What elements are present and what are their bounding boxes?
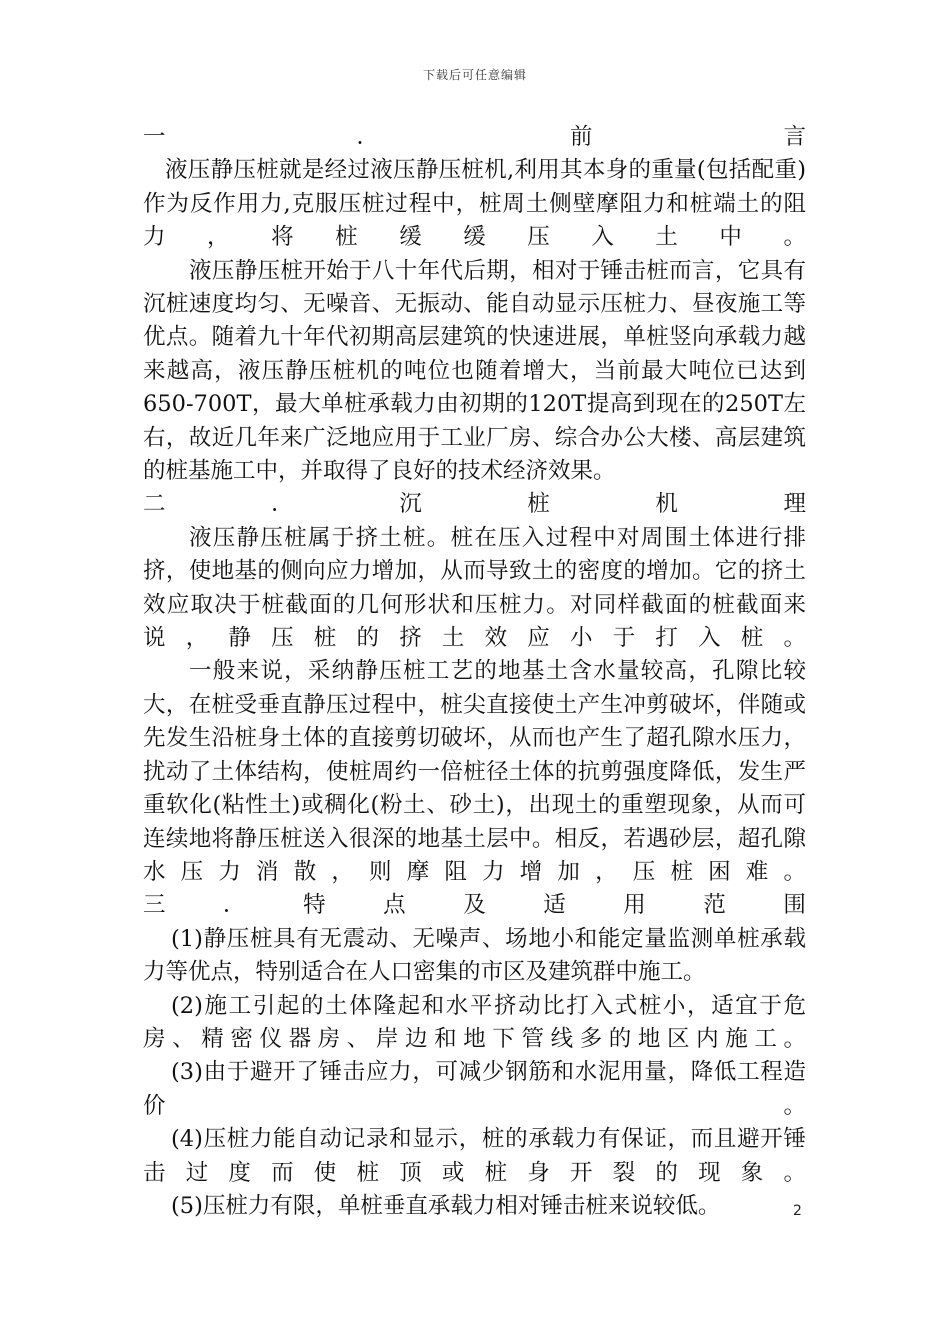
section-heading-1 bbox=[143, 121, 806, 154]
list-item: (1)静压桩具有无震动、无噪声、场地小和能定量监测单桩承载力等优点，特别适合在人口密集的市区及建筑群中施工。 bbox=[143, 925, 806, 986]
heading-char: 沉 bbox=[399, 491, 422, 518]
heading-char: 前 bbox=[569, 124, 593, 150]
heading-char: 围 bbox=[783, 892, 806, 919]
heading-char: 适 bbox=[543, 892, 566, 919]
paragraph: 液压静压桩就是经过液压静压桩机,利用其本身的重量(包括配重)作为反作用力,克服压桩过程中，桩周土侧壁摩阻力和桩端土的阻力，将桩缓缓压入土中。 bbox=[143, 157, 806, 251]
document-body bbox=[143, 121, 806, 1223]
list-item: (3)由于避开了锤击应力，可减少钢筋和水泥用量，降低工程造价。 bbox=[143, 1059, 806, 1119]
section-heading-2 bbox=[143, 488, 806, 521]
heading-char: 特 bbox=[303, 892, 326, 919]
list-item: (5)压桩力有限，单桩垂直承载力相对锤击桩来说较低。 bbox=[171, 1192, 721, 1219]
heading-char: 言 bbox=[783, 124, 806, 150]
heading-char: 一 bbox=[143, 124, 166, 150]
page-number: 2 bbox=[793, 1203, 802, 1219]
heading-char: 机 bbox=[655, 491, 678, 518]
heading-char: 三 bbox=[143, 892, 166, 919]
heading-char: ． bbox=[356, 124, 379, 150]
section-heading-3 bbox=[143, 889, 806, 922]
heading-char: 二 bbox=[143, 491, 166, 518]
heading-char: 理 bbox=[783, 491, 806, 518]
list-item: (2)施工引起的土体隆起和水平挤动比打入式桩小，适宜于危房、精密仪器房、岸边和地下管线多的地区内施工。 bbox=[143, 992, 806, 1052]
heading-char: 及 bbox=[463, 892, 486, 919]
heading-char: 点 bbox=[383, 892, 406, 919]
list-item: (4)压桩力能自动记录和显示，桩的承载力有保证，而且避开锤击过度而使桩顶或桩身开裂的现象。 bbox=[143, 1126, 806, 1186]
heading-char: 范 bbox=[703, 892, 726, 919]
page-header: 下载后可任意编辑 bbox=[422, 68, 527, 82]
paragraph: 液压静压桩属于挤土桩。桩在压入过程中对周围土体进行排挤，使地基的侧向应力增加，从而导致土的密度的增加。它的挤土效应取决于桩截面的几何形状和压桩力。对同样截面的桩截面来说，静压桩的挤土效应小于打入桩。 bbox=[143, 524, 806, 652]
heading-char: 桩 bbox=[527, 491, 550, 518]
heading-char: 用 bbox=[623, 892, 646, 919]
paragraph: 液压静压桩开始于八十年代后期，相对于锤击桩而言，它具有沉桩速度均匀、无噪音、无振动、能自动显示压桩力、昼夜施工等优点。随着九十年代初期高层建筑的快速进展，单桩竖向承载力越来越高，液压静压桩机的吨位也随着增大，当前最大吨位已达到650-700T，最大单桩承载力由初期的120T提高到现在的250T左右，故近几年来广泛地应用于工业厂房、综合办公大楼、高层建筑的桩基施工中，并取得了良好的技术经济效果。 bbox=[143, 257, 806, 485]
heading-char: ． bbox=[271, 491, 294, 518]
paragraph: 一般来说，采纳静压桩工艺的地基土含水量较高，孔隙比较大，在桩受垂直静压过程中，桩尖直接使土产生冲剪破坏，伴随或先发生沿桩身土体的直接剪切破坏，从而也产生了超孔隙水压力，扰动了土体结构，使桩周约一倍桩径土体的抗剪强度降低，发生严重软化(粘性土)或稠化(粉土、砂土)，出现土的重塑现象，从而可连续地将静压桩送入很深的地基土层中。相反，若遇砂层，超孔隙水压力消散，则摩阻力增加，压桩困难。 bbox=[143, 658, 806, 885]
heading-char: ． bbox=[223, 892, 246, 919]
